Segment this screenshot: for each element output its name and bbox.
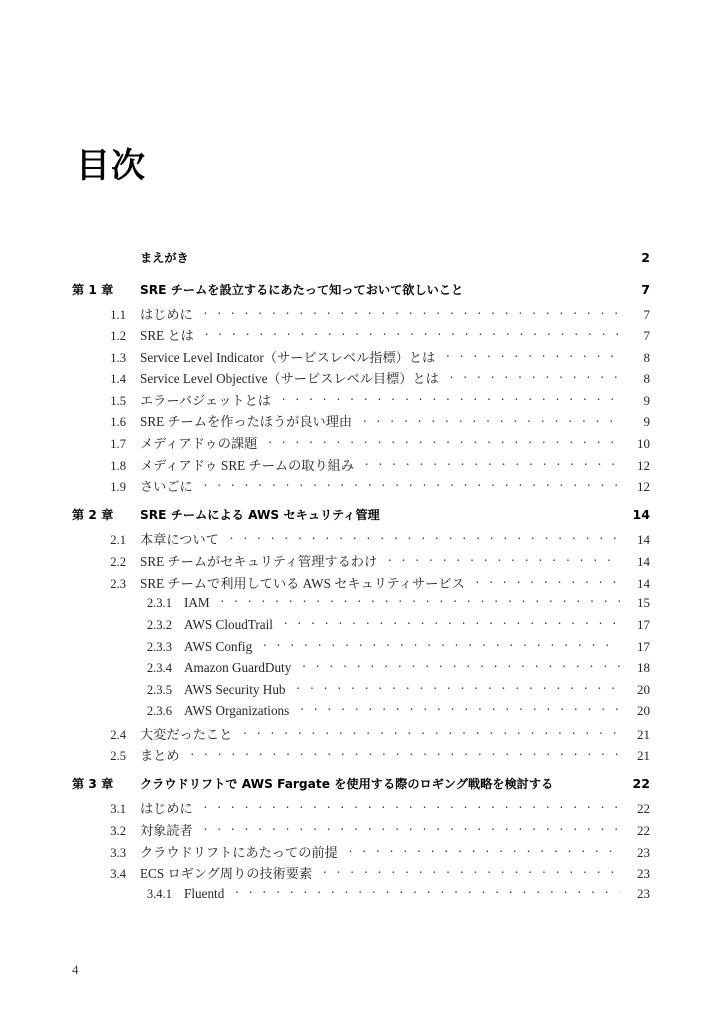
toc-entry-label: Fluentd	[184, 885, 225, 901]
toc-entry-page-number: 14	[632, 507, 650, 523]
toc-entry-number: 第 3 章	[72, 777, 114, 792]
toc-dot-leader	[363, 413, 620, 426]
toc-entry-page-number: 23	[637, 885, 650, 901]
toc-entry-page-number: 8	[643, 349, 650, 365]
toc-dot-leader	[282, 392, 620, 405]
toc-entry-subsection[interactable]	[72, 885, 650, 907]
toc-entry-section[interactable]	[72, 433, 650, 455]
toc-entry-section[interactable]	[72, 455, 650, 477]
toc-entry-section[interactable]	[72, 476, 650, 498]
toc-dot-leader	[450, 370, 620, 383]
toc-entry-section[interactable]	[72, 411, 650, 433]
toc-entry-page-number: 7	[643, 328, 650, 344]
toc-dot-leader	[392, 507, 620, 519]
toc-entry-page-number: 9	[643, 392, 650, 408]
toc-entry-number: 2.1	[110, 533, 126, 548]
toc-entry-page-number: 10	[637, 436, 650, 452]
toc-entry-number: 3.1	[110, 802, 126, 817]
toc-entry-subsection[interactable]	[72, 594, 650, 616]
toc-entry-section[interactable]	[72, 304, 650, 326]
toc-entry-page-number: 17	[637, 616, 650, 632]
toc-entry-number: 1.3	[110, 350, 126, 365]
toc-dot-leader	[297, 681, 620, 694]
toc-entry-label: Amazon GuardDuty	[184, 660, 292, 676]
toc-entry-page-number: 2	[641, 250, 650, 265]
toc-dot-leader	[365, 456, 620, 469]
toc-entry-number: 3.4	[110, 867, 126, 882]
toc-entry-label: 本章について	[140, 532, 219, 548]
toc-dot-leader	[302, 659, 620, 672]
toc-entry-number: 2.3	[110, 576, 126, 591]
toc-entry-number: 1.4	[110, 372, 126, 387]
toc-entry-label: AWS CloudTrail	[184, 616, 273, 632]
toc-entry-page-number: 12	[637, 479, 650, 495]
toc-entry-number: 1.9	[110, 480, 126, 495]
toc-entry-subsection[interactable]	[72, 637, 650, 659]
toc-entry-label: まとめ	[140, 748, 180, 764]
toc-entry-number: 2.2	[110, 554, 126, 569]
toc-entry-page-number: 14	[637, 532, 650, 548]
toc-entry-section[interactable]	[72, 842, 650, 864]
toc-entry-number: 2.3.4	[146, 661, 172, 676]
toc-entry-section[interactable]	[72, 573, 650, 595]
toc-entry-page-number: 22	[637, 822, 650, 838]
toc-entry-section[interactable]	[72, 347, 650, 369]
toc-entry-label: まえがき	[140, 251, 189, 265]
toc-entry-label: メディアドゥ SRE チームの取り組み	[140, 457, 355, 473]
toc-dot-leader	[300, 702, 620, 715]
toc-entry-section[interactable]	[72, 529, 650, 551]
toc-entry-label: SRE チームによる AWS セキュリティ管理	[140, 508, 380, 523]
toc-entry-page-number: 21	[637, 748, 650, 764]
toc-dot-leader	[565, 776, 620, 788]
toc-dot-leader	[235, 885, 620, 898]
toc-entry-number: 1.1	[110, 307, 126, 322]
toc-entry-page-number: 8	[643, 371, 650, 387]
toc-entry-page-number: 7	[643, 306, 650, 322]
toc-dot-leader	[263, 637, 620, 650]
toc-entry-page-number: 9	[643, 414, 650, 430]
toc-dot-leader	[204, 800, 620, 813]
toc-entry-page-number: 18	[637, 660, 650, 676]
toc-entry-page-number: 7	[641, 281, 650, 297]
toc-entry-section[interactable]	[72, 820, 650, 842]
table-of-contents	[72, 249, 650, 906]
toc-entry-number: 3.4.1	[146, 886, 172, 901]
toc-entry-number: 2.3.6	[146, 704, 172, 719]
toc-entry-chapter[interactable]	[72, 281, 650, 304]
toc-entry-number: 2.3.3	[146, 639, 172, 654]
toc-dot-leader	[221, 594, 620, 607]
toc-entry-page-number: 12	[637, 457, 650, 473]
toc-dot-leader	[476, 574, 620, 587]
toc-entry-chapter[interactable]	[72, 506, 650, 529]
toc-dot-leader	[349, 843, 620, 856]
toc-dot-leader	[230, 531, 620, 544]
toc-entry-label: はじめに	[140, 306, 193, 322]
toc-entry-label: AWS Organizations	[184, 703, 290, 719]
toc-entry-label: ECS ロギング周りの技術要素	[140, 866, 313, 882]
toc-entry-label: SRE チームがセキュリティ管理するわけ	[140, 553, 378, 569]
toc-entry-number: 2.4	[110, 727, 126, 742]
toc-entry-page-number: 21	[637, 726, 650, 742]
page-title: 目次	[76, 146, 146, 186]
toc-entry-label: Service Level Indicator（サービスレベル指標）とは	[140, 349, 436, 365]
toc-dot-leader	[284, 616, 620, 629]
toc-entry-subsection[interactable]	[72, 659, 650, 681]
toc-entry-number: 1.2	[110, 329, 126, 344]
toc-entry-number: 2.5	[110, 749, 126, 764]
toc-entry-number: 1.5	[110, 393, 126, 408]
toc-entry-page-number: 23	[637, 866, 650, 882]
toc-dot-leader	[446, 349, 620, 362]
toc-dot-leader	[243, 726, 620, 739]
toc-entry-page-number: 22	[637, 801, 650, 817]
toc-entry-page-number: 15	[637, 595, 650, 611]
toc-dot-leader	[388, 553, 620, 566]
toc-entry-label: SRE とは	[140, 328, 194, 344]
toc-entry-number: 3.2	[110, 823, 126, 838]
toc-entry-number: 2.3.1	[146, 596, 172, 611]
toc-entry-label: AWS Config	[184, 638, 253, 654]
toc-entry-label: SRE チームで利用している AWS セキュリティサービス	[140, 575, 465, 591]
toc-entry-number: 2.3.2	[146, 617, 172, 632]
toc-dot-leader	[204, 822, 620, 835]
toc-dot-leader	[201, 250, 620, 262]
page-folio: 4	[72, 962, 79, 977]
toc-entry-section[interactable]	[72, 551, 650, 573]
toc-dot-leader	[268, 435, 620, 448]
toc-entry-subsection[interactable]	[72, 616, 650, 638]
toc-entry-section[interactable]	[72, 745, 650, 767]
toc-entry-label: AWS Security Hub	[184, 681, 286, 697]
toc-entry-number: 第 1 章	[72, 282, 114, 297]
toc-entry-label: SRE チームを設立するにあたって知っておいて欲しいこと	[140, 282, 464, 297]
toc-entry-label: エラーバジェットとは	[140, 392, 271, 408]
toc-entry-label: IAM	[184, 595, 210, 611]
toc-entry-subsection[interactable]	[72, 681, 650, 703]
toc-entry-section[interactable]	[72, 863, 650, 885]
toc-entry-number: 第 2 章	[72, 508, 114, 523]
toc-entry-page-number: 20	[637, 681, 650, 697]
toc-entry-number: 1.8	[110, 458, 126, 473]
toc-entry-section[interactable]	[72, 724, 650, 746]
toc-entry-subsection[interactable]	[72, 702, 650, 724]
toc-entry-chapter[interactable]	[72, 775, 650, 798]
toc-entry-number: 3.3	[110, 845, 126, 860]
toc-entry-page-number: 14	[637, 553, 650, 569]
toc-entry-label: クラウドリフトにあたっての前提	[140, 844, 338, 860]
toc-entry-label: 大変だったこと	[140, 726, 233, 742]
toc-entry-label: 対象読者	[140, 822, 193, 838]
toc-entry-section[interactable]	[72, 368, 650, 390]
toc-dot-leader	[204, 478, 620, 491]
toc-dot-leader	[204, 305, 620, 318]
toc-dot-leader	[191, 747, 620, 760]
toc-entry-page-number: 14	[637, 575, 650, 591]
toc-entry-section[interactable]	[72, 798, 650, 820]
toc-entry-label: Service Level Objective（サービスレベル目標）とは	[140, 371, 439, 387]
toc-entry-number: 1.7	[110, 437, 126, 452]
toc-entry-label: クラウドリフトで AWS Fargate を使用する際のロギング戦略を検討する	[140, 777, 554, 792]
toc-entry-section[interactable]	[72, 325, 650, 347]
toc-entry-label: メディアドゥの課題	[140, 436, 258, 452]
toc-entry-section[interactable]	[72, 390, 650, 412]
toc-dot-leader	[205, 327, 620, 340]
toc-entry-label: SRE チームを作ったほうが良い理由	[140, 414, 353, 430]
toc-entry-page-number: 22	[632, 776, 650, 792]
toc-entry-page-number: 23	[637, 844, 650, 860]
toc-entry-number: 2.3.5	[146, 682, 172, 697]
toc-entry-label: はじめに	[140, 801, 193, 817]
toc-entry-chapter[interactable]	[72, 249, 650, 272]
toc-dot-leader	[475, 281, 620, 293]
toc-entry-page-number: 17	[637, 638, 650, 654]
toc-entry-number: 1.6	[110, 415, 126, 430]
toc-dot-leader	[323, 865, 620, 878]
toc-entry-label: さいごに	[140, 479, 193, 495]
toc-entry-page-number: 20	[637, 703, 650, 719]
